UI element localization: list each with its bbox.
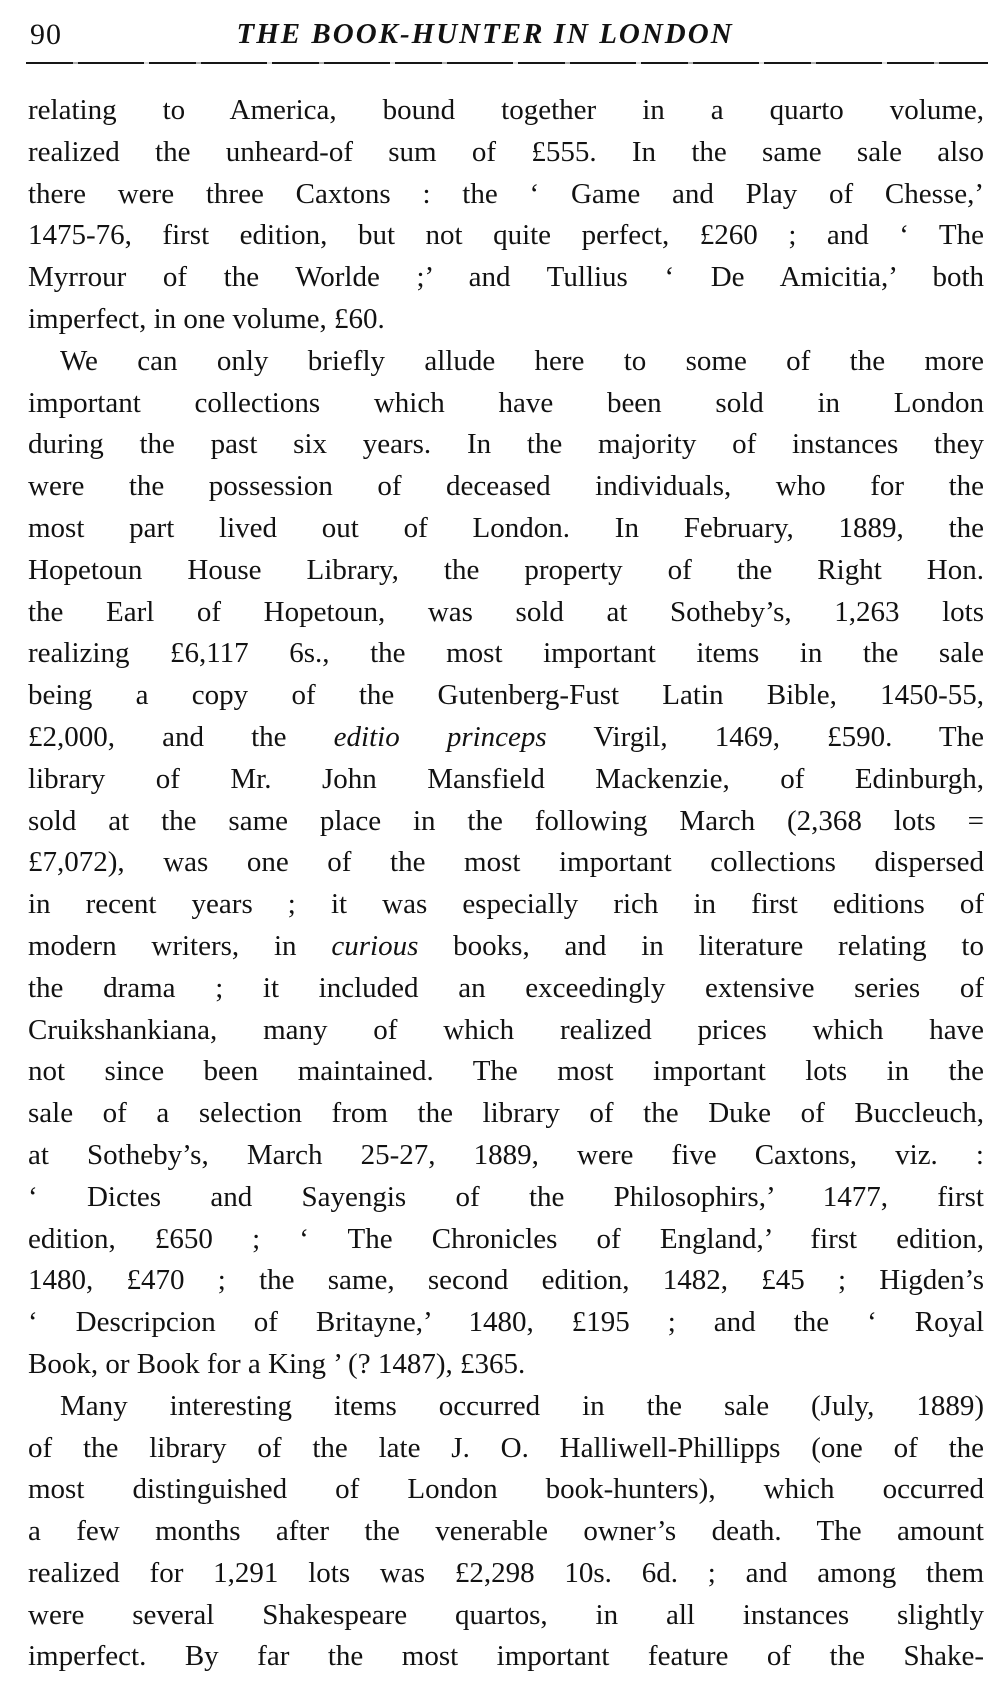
text-line: ‘ Dictes and Sayengis of the Philosophirs,’ 1477, first	[28, 1180, 984, 1213]
text-line: were the possession of deceased individuals, who for the	[28, 470, 984, 503]
text-line: of the library of the late J. O. Halliwell-Phillipps (one of the	[28, 1431, 984, 1464]
text-line: realized for 1,291 lots was £2,298 10s. 6d. ; and among them	[28, 1556, 984, 1589]
text-line: in recent years ; it was especially rich in first editions of	[28, 888, 984, 921]
text-line: the Earl of Hopetoun, was sold at Sotheby’s, 1,263 lots	[28, 595, 984, 628]
paragraph	[28, 90, 984, 341]
text-line: Myrrour of the Worlde ;’ and Tullius ‘ De Amicitia,’ both	[28, 261, 984, 294]
text-line: realized the unheard-of sum of £555. In the same sale also	[28, 135, 984, 168]
text-line: a few months after the venerable owner’s death. The amount	[28, 1515, 984, 1548]
text-line: edition, £650 ; ‘ The Chronicles of England,’ first edition,	[28, 1222, 984, 1255]
text-line: 1475-76, first edition, but not quite perfect, £260 ; and ‘ The	[28, 219, 984, 252]
text-line: were several Shakespeare quartos, in all instances slightly	[28, 1598, 984, 1631]
text-line: £2,000, and the editio princeps Virgil, 1469, £590. The	[28, 720, 984, 753]
text-line: during the past six years. In the majority of instances they	[28, 428, 984, 461]
text-line: relating to America, bound together in a quarto volume,	[28, 94, 984, 126]
text-line: £7,072), was one of the most important collections dispersed	[28, 846, 984, 879]
text-line: 1480, £470 ; the same, second edition, 1482, £45 ; Higden’s	[28, 1264, 984, 1297]
text-line: imperfect. By far the most important feature of the Shake-	[28, 1640, 984, 1673]
header-rule	[26, 62, 988, 64]
text-line: Book, or Book for a King ’ (? 1487), £365.	[28, 1347, 526, 1380]
text-line: not since been maintained. The most important lots in the	[28, 1055, 984, 1088]
text-line: Many interesting items occurred in the sale (July, 1889)	[60, 1389, 984, 1422]
text-line: imperfect, in one volume, £60.	[28, 302, 385, 335]
text-line: Hopetoun House Library, the property of the Right Hon.	[28, 553, 984, 586]
text-line: at Sotheby’s, March 25-27, 1889, were five Caxtons, viz. :	[28, 1138, 984, 1171]
running-head	[0, 16, 1000, 60]
running-title: THE BOOK-HUNTER IN LONDON	[236, 18, 734, 50]
paragraph	[28, 341, 984, 1386]
page-number: 90	[30, 18, 62, 51]
text-line: realizing £6,117 6s., the most important items in the sale	[28, 637, 984, 670]
text-line: Cruikshankiana, many of which realized prices which have	[28, 1013, 984, 1046]
text-line: sold at the same place in the following March (2,368 lots =	[28, 804, 984, 837]
paragraph	[28, 1386, 984, 1679]
text-line: ‘ Descripcion of Britayne,’ 1480, £195 ; and the ‘ Royal	[28, 1306, 984, 1339]
text-line: the drama ; it included an exceedingly extensive series of	[28, 971, 984, 1004]
text-line: library of Mr. John Mansfield Mackenzie, of Edinburgh,	[28, 762, 984, 795]
text-line: important collections which have been sold in London	[28, 386, 984, 419]
text-line: sale of a selection from the library of the Duke of Buccleuch,	[28, 1097, 984, 1130]
text-line: most distinguished of London book-hunters), which occurred	[28, 1473, 984, 1506]
text-line: We can only briefly allude here to some of the more	[60, 344, 984, 377]
text-block	[28, 90, 984, 1678]
text-line: there were three Caxtons : the ‘ Game and Play of Chesse,’	[28, 177, 984, 210]
text-line: being a copy of the Gutenberg-Fust Latin Bible, 1450-55,	[28, 679, 984, 712]
text-line: most part lived out of London. In February, 1889, the	[28, 511, 984, 544]
text-line: modern writers, in curious books, and in literature relating to	[28, 929, 984, 962]
